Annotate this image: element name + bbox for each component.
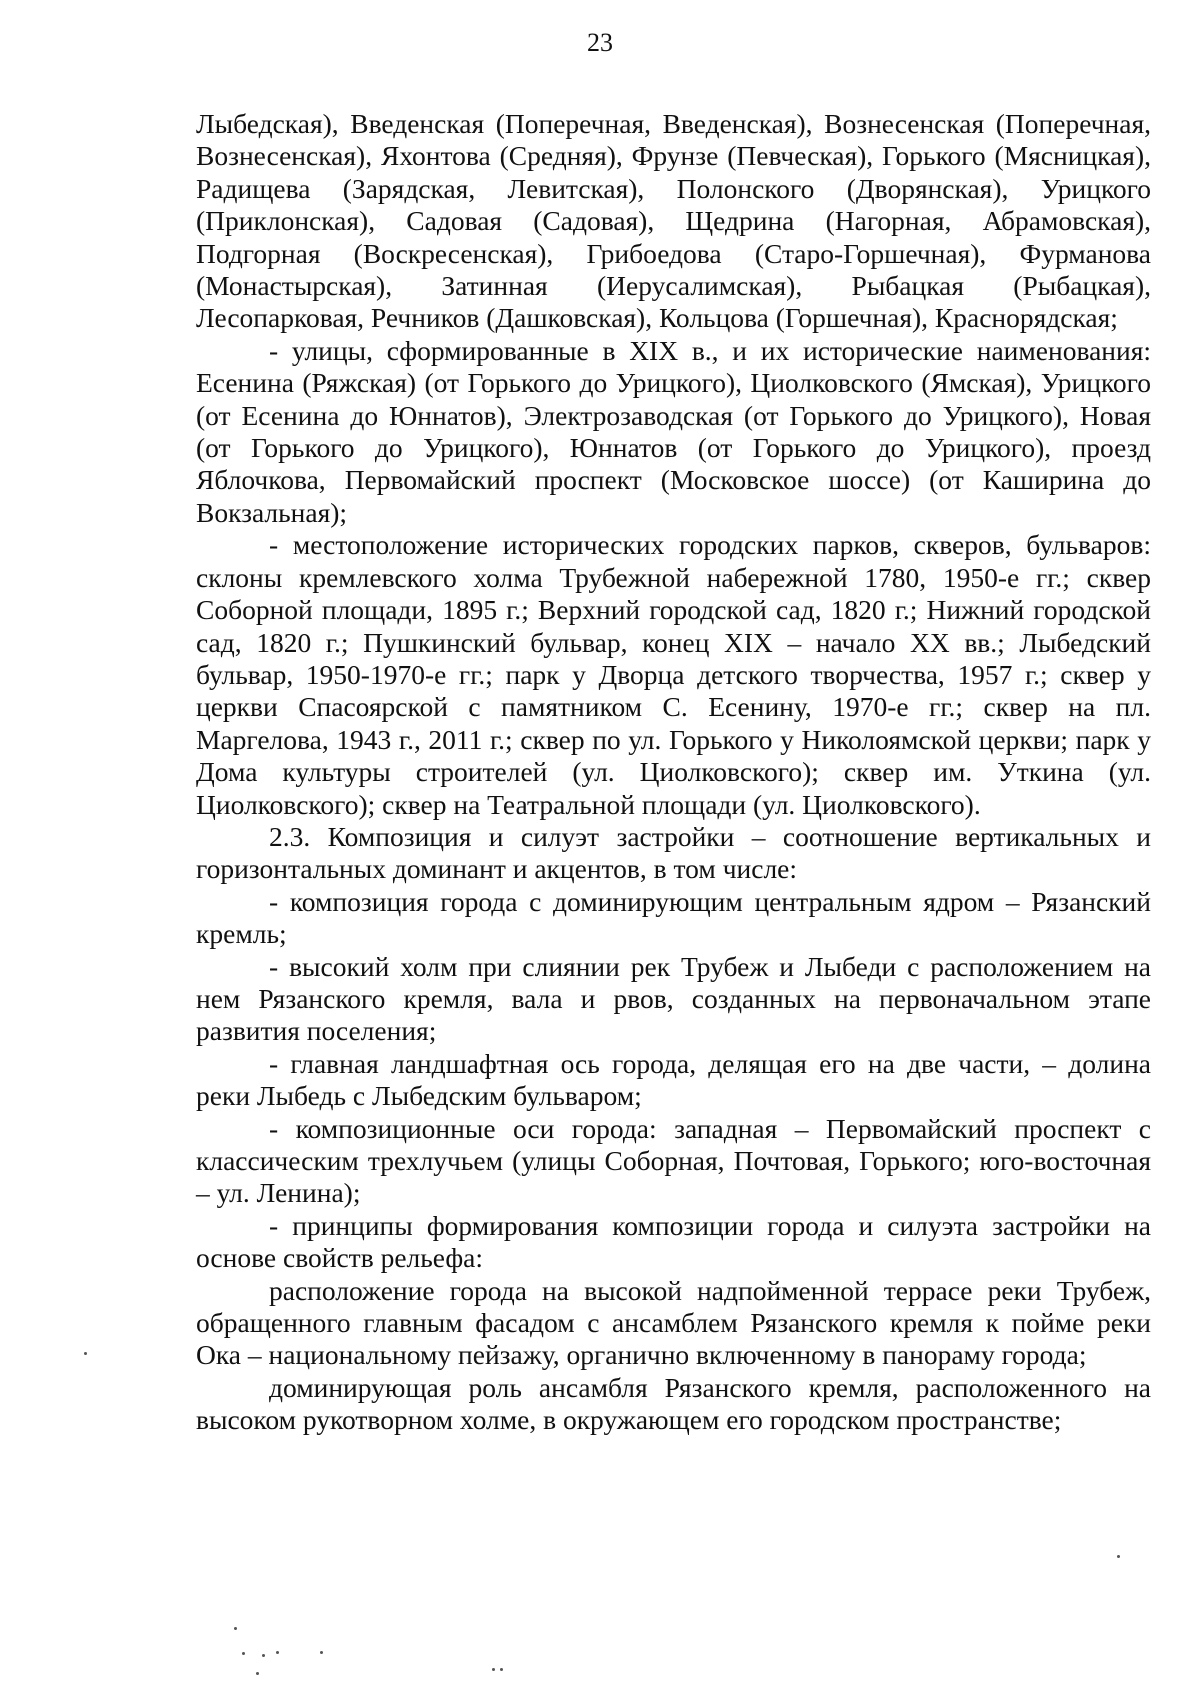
paragraph-terrace-location: расположение города на высокой надпойменной террасе реки Трубеж, обращенного главным фасадом с ансамблем Рязанского кремля к пойме реки Ока – национальному пейзажу, органично включенному в панораму города; [196, 1274, 1151, 1371]
scan-speck [500, 1668, 503, 1671]
paragraph-kremlin-dominance: доминирующая роль ансамбля Рязанского кремля, расположенного на высоком рукотворном холме, в окружающем его городском пространстве; [196, 1371, 1151, 1436]
paragraph-high-hill: - высокий холм при слиянии рек Трубеж и Лыбеди с расположением на нем Рязанского кремля, вала и рвов, созданных на первоначальном этапе развития поселения; [196, 950, 1151, 1047]
scan-speck [234, 1627, 237, 1630]
document-body [196, 108, 1151, 1437]
paragraph-19th-century-streets: - улицы, сформированные в XIX в., и их исторические наименования: Есенина (Ряжская) (от Горького до Урицкого), Циолковского (Ямская), Урицкого (от Есенина до Юннатов), Электрозаводская (от Горького до Урицкого), Новая (от Горького до Урицкого), Юннатов (от Горького до Урицкого), проезд Яблочкова, Первомайский проспект (Московское шоссе) (от Каширина до Вокзальная); [196, 334, 1151, 528]
paragraph-city-composition: - композиция города с доминирующим центральным ядром – Рязанский кремль; [196, 885, 1151, 950]
paragraph-composition-axes: - композиционные оси города: западная – Первомайский проспект с классическим трехлучьем (улицы Соборная, Почтовая, Горького; юго-восточная – ул. Ленина); [196, 1112, 1151, 1209]
paragraph-parks-and-squares: - местоположение исторических городских парков, скверов, бульваров: склоны кремлевского холма Трубежной набережной 1780, 1950-е гг.; сквер Соборной площади, 1895 г.; Верхний городской сад, 1820 г.; Нижний городской сад, 1820 г.; Пушкинский бульвар, конец XIX – начало XX вв.; Лыбедский бульвар, 1950-1970-е гг.; парк у Дворца детского творчества, 1957 г.; сквер у церкви Спасоярской с памятником С. Есенину, 1970-е гг.; сквер на пл. Маргелова, 1943 г., 2011 г.; сквер по ул. Горького у Николоямской церкви; парк у Дома культуры строителей (ул. Циолковского); сквер им. Уткина (ул. Циолковского); сквер на Театральной площади (ул. Циолковского). [196, 529, 1151, 820]
paragraph-relief-principles: - принципы формирования композиции города и силуэта застройки на основе свойств рельефа: [196, 1209, 1151, 1274]
scan-speck [242, 1652, 245, 1655]
paragraph-landscape-axis: - главная ландшафтная ось города, делящая его на две части, – долина реки Лыбедь с Лыбедским бульваром; [196, 1047, 1151, 1112]
scan-speck [84, 1352, 87, 1355]
paragraph-section-2-3: 2.3. Композиция и силуэт застройки – соотношение вертикальных и горизонтальных доминант и акцентов, в том числе: [196, 820, 1151, 885]
page-number: 23 [587, 28, 613, 57]
scan-speck [276, 1651, 279, 1654]
scan-speck [492, 1668, 495, 1671]
scan-speck [256, 1672, 259, 1675]
scan-speck [320, 1651, 323, 1654]
paragraph-street-list-continued: Лыбедская), Введенская (Поперечная, Введенская), Вознесенская (Поперечная, Вознесенская), Яхонтова (Средняя), Фрунзе (Певческая), Горького (Мясницкая), Радищева (Зарядская, Левитская), Полонского (Дворянская), Урицкого (Приклонская), Садовая (Садовая), Щедрина (Нагорная, Абрамовская), Подгорная (Воскресенская), Грибоедова (Старо-Горшечная), Фурманова (Монастырская), Затинная (Иерусалимская), Рыбацкая (Рыбацкая), Лесопарковая, Речников (Дашковская), Кольцова (Горшечная), Краснорядская; [196, 108, 1151, 334]
scan-speck [262, 1654, 265, 1657]
scan-speck [1117, 1555, 1120, 1558]
